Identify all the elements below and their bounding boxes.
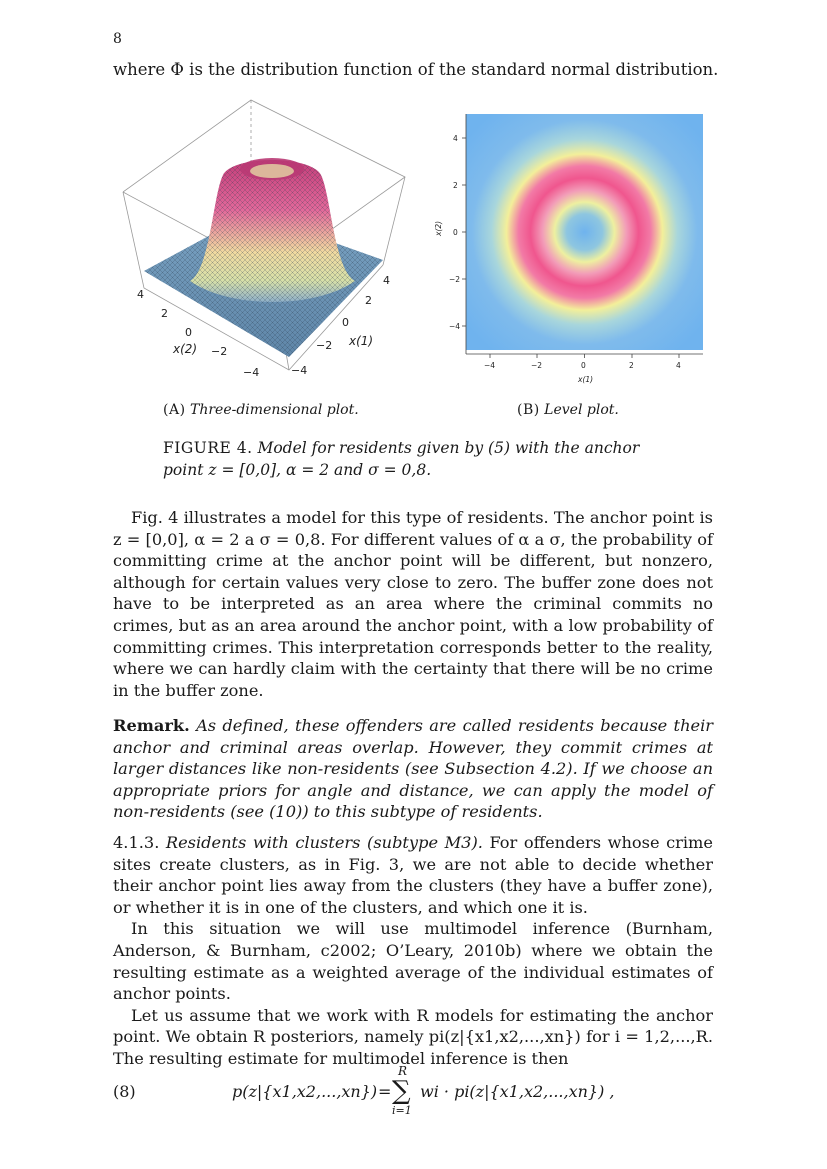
svg-text:4: 4 xyxy=(676,361,681,370)
level-x-label: x(1) xyxy=(578,375,594,384)
svg-text:4: 4 xyxy=(137,288,144,301)
sum-lower: i=1 xyxy=(392,1104,412,1117)
surface-plot-3d xyxy=(115,95,415,385)
paragraph-4: Let us assume that we work with R models for estimating the anchor point. We obtain R posteriors, namely pi(z|{x1,x2,...,xn}) for i = 1,2,...,R. The resulting estimate for multimodel inference is then xyxy=(113,1005,713,1068)
svg-text:0: 0 xyxy=(581,361,586,370)
equation-number: (8) xyxy=(113,1082,136,1101)
svg-text:4: 4 xyxy=(453,134,458,143)
level-y-label: x(2) xyxy=(434,220,443,236)
figure-caption: FIGURE 4. Model for residents given by (5) with the anchor point z = [0,0], α = 2 and σ = 0,8. xyxy=(163,439,640,479)
equation-lhs: p(z|{x1,x2,...,xn}) xyxy=(232,1082,378,1101)
paragraph-1: Fig. 4 illustrates a model for this type of residents. The anchor point is z = [0,0], α = 2 a σ = 0,8. For different values of α a σ, the probability of committing crime at the anchor point will be different, but nonzero, although for certain values very close to zero. The buffer zone does not have to be interpreted as an area where the criminal commits no crimes, but as an area around the anchor point, with a low probability of committing crimes. This interpretation corresponds better to the reality, where we can hardly claim with the certainty that there will be no crime in the buffer zone. xyxy=(113,508,713,700)
svg-text:−4: −4 xyxy=(449,322,461,331)
subcaption-b: (B) Level plot. xyxy=(517,402,619,418)
svg-text:4: 4 xyxy=(383,274,390,287)
svg-text:2: 2 xyxy=(161,307,168,320)
sum-sign: ∑ xyxy=(392,1076,411,1106)
svg-text:−4: −4 xyxy=(291,364,308,377)
equals: = xyxy=(378,1082,392,1101)
svg-text:2: 2 xyxy=(629,361,634,370)
svg-text:−2: −2 xyxy=(531,361,543,370)
axis-x2-label: x(2) xyxy=(173,342,198,356)
svg-text:−2: −2 xyxy=(449,275,461,284)
svg-text:0: 0 xyxy=(185,326,192,339)
remark: Remark. As defined, these offenders are called residents because their anchor and criminal areas overlap. However, they commit crimes at larger distances like non-residents (see Subsection 4.2). If we choose an appropriate priors for angle and distance, we can apply the model of non-residents (see (10)) to this subtype of residents. xyxy=(113,716,713,822)
svg-text:−2: −2 xyxy=(211,345,228,358)
intro-line: where Φ is the distribution function of the standard normal distribution. xyxy=(113,60,719,79)
sum-upper: R xyxy=(398,1064,408,1078)
page-number: 8 xyxy=(113,31,122,47)
svg-text:−4: −4 xyxy=(243,366,260,379)
paragraph-3: In this situation we will use multimodel inference (Burnham, Anderson, & Burnham, c2002; O’Leary, 2010b) where we obtain the resulting estimate as a weighted average of the individual estimates of anchor points. xyxy=(113,919,713,1004)
subcaption-a: (A) Three-dimensional plot. xyxy=(163,402,359,418)
svg-text:−2: −2 xyxy=(316,339,333,352)
section-4-1-3: 4.1.3. Residents with clusters (subtype M3). For offenders whose crime sites create clusters, as in Fig. 3, we are not able to decide whether their anchor point lies away from the clusters (they have a buffer zone), or whether it is in one of the clusters, and which one it is. In this situation we will use multimodel inference (Burnham, Anderson, & Burnham, c2002; O’Leary, 2010b) where we obtain the resulting estimate as a weighted average of the individual estimates of anchor points. Let us assume that we work with R models for estimating the anchor point. We obtain R posteriors, namely pi(z|{x1,x2,...,xn}) for i = 1,2,...,R. The resulting estimate for multimodel inference is then xyxy=(113,833,713,1068)
svg-text:0: 0 xyxy=(453,228,458,237)
axis-x1-label: x(1) xyxy=(349,334,374,348)
equation-rhs: wi · pi(z|{x1,x2,...,xn}) , xyxy=(420,1082,615,1101)
svg-text:0: 0 xyxy=(342,316,349,329)
svg-text:2: 2 xyxy=(453,181,458,190)
svg-text:−4: −4 xyxy=(484,361,496,370)
level-plot xyxy=(425,108,715,393)
svg-text:2: 2 xyxy=(365,294,372,307)
